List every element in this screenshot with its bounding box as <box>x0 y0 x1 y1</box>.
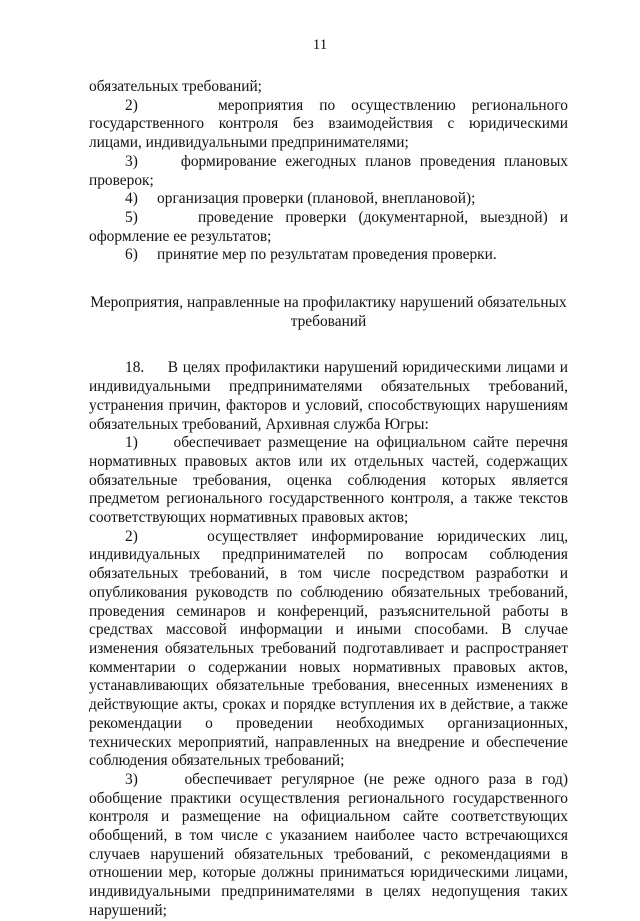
list-item-3b: 3) обеспечивает регулярное (не реже одного раза в год) обобщение практики осуществления регионального государственного контроля и размещение на официальном сайте соответствующих обобщений, в том числе с указанием наиболее часто встречающихся случаев нарушений обязательных требований, с рекомендациями в отношении мер, которые должны приниматься юридическими лицами, индивидуальными предпринимателями в целях недопущения таких нарушений; <box>89 770 568 919</box>
list-item-2: 2) мероприятия по осуществлению регионального государственного контроля без взаимодействия с юридическими лицами, индивидуальными предпринимателями; <box>89 96 568 152</box>
list-item-2b: 2) осуществляет информирование юридических лиц, индивидуальных предпринимателей по вопросам соблюдения обязательных требований, в том числе посредством разработки и опубликования руководств по соблюдению обязательных требований, проведения семинаров и конференций, разъяснительной работы в средствах массовой информации и иными способами. В случае изменения обязательных требований подготавливает и распространяет комментарии о содержании новых нормативных правовых актов, устанавливающих обязательные требования, внесенных изменениях в действующие акты, сроках и порядке вступления их в действие, а также рекомендации о проведении необходимых организационных, технических мероприятий, направленных на внедрение и обеспечение соблюдения обязательных требований; <box>89 527 568 770</box>
document-body <box>89 78 568 921</box>
list-item-1: 1) обеспечивает размещение на официальном сайте перечня нормативных правовых актов или их отдельных частей, содержащих обязательные требования, оценка соблюдения которых является предметом регионального государственного контроля, а также текстов соответствующих нормативных правовых актов; <box>89 434 568 527</box>
list-item-3: 3) формирование ежегодных планов проведения плановых проверок; <box>89 152 568 189</box>
list-item-6: 6) принятие мер по результатам проведения проверки. <box>125 246 497 264</box>
list-item-4: 4) организация проверки (плановой, внеплановой); <box>125 190 476 208</box>
paragraph-continuation: обязательных требований; <box>89 78 262 95</box>
paragraph-18: 18. В целях профилактики нарушений юридическими лицами и индивидуальными предпринимателями обязательных требований, устранения причин, факторов и условий, способствующих нарушениям обязательных требований, Архивная служба Югры: <box>89 359 568 433</box>
page-number: 11 <box>312 37 328 53</box>
list-item-5: 5) проведение проверки (документарной, выездной) и оформление ее результатов; <box>89 208 568 245</box>
section-heading: Мероприятия, направленные на профилактику нарушений обязательных требований <box>90 294 567 330</box>
